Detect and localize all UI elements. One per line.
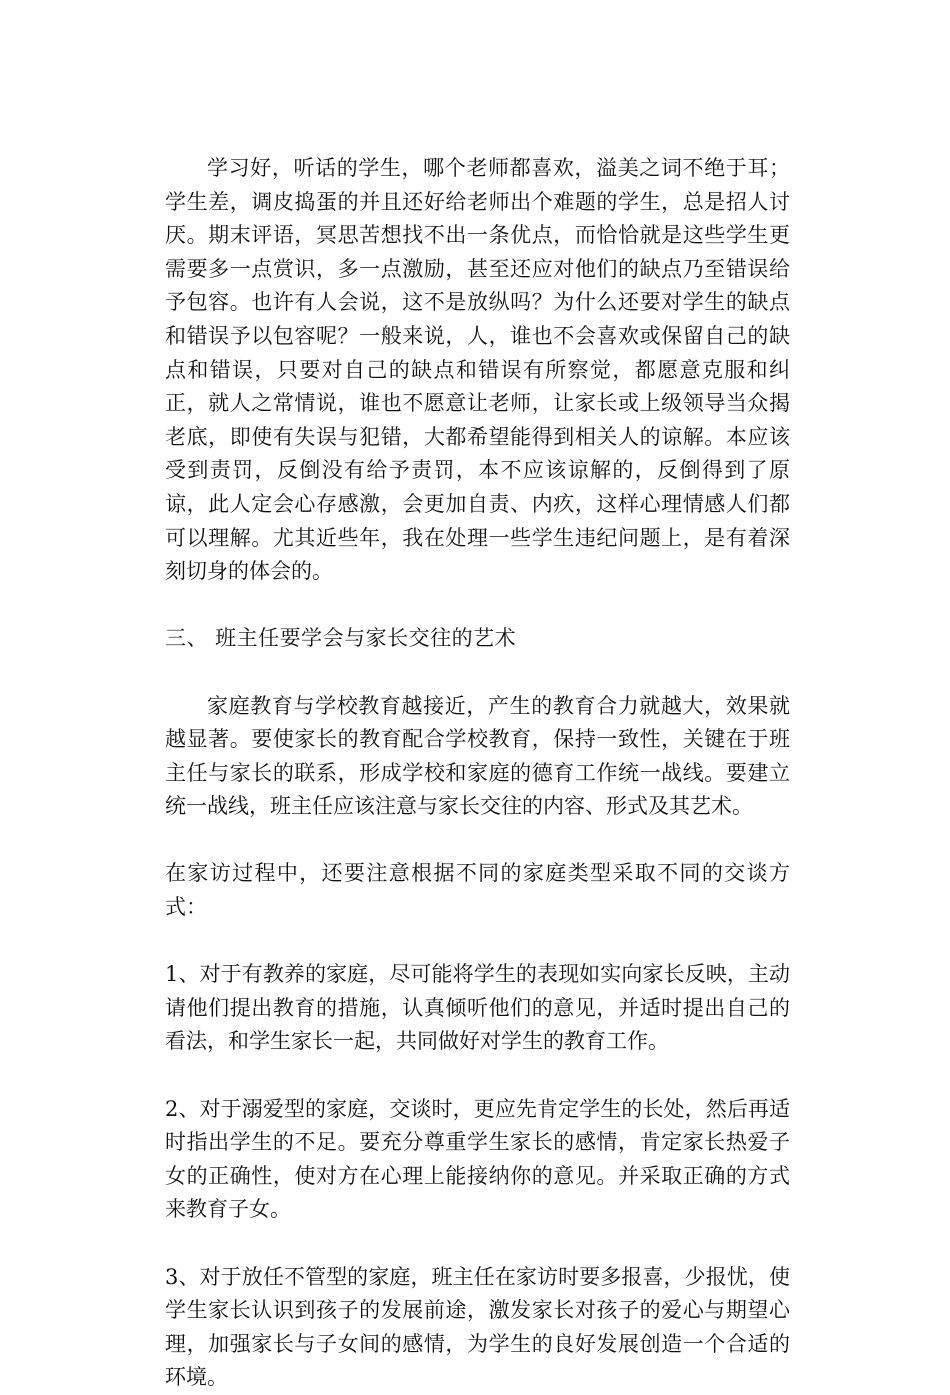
- section-heading-parent-communication: 三、 班主任要学会与家长交往的艺术: [165, 626, 517, 651]
- body-paragraph-praise-and-tolerance: 学习好，听话的学生，哪个老师都喜欢，溢美之词不绝于耳；学生差，调皮捣蛋的并且还好给老师出个难题的学生，总是招人讨厌。期末评语，冥思苦想找不出一条优点，而恰恰就是这些学生更需要多一点赏识，多一点激励，甚至还应对他们的缺点乃至错误给予包容。也许有人会说，这不是放纵吗？为什么还要对学生的缺点和错误予以包容呢？一般来说，人，谁也不会喜欢或保留自己的缺点和错误，只要对自己的缺点和错误有所察觉，都愿意克服和纠正，就人之常情说，谁也不愿意让老师，让家长或上级领导当众揭老底，即使有失误与犯错，大都希望能得到相关人的谅解。本应该受到责罚，反倒没有给予责罚，本不应该谅解的，反倒得到了原谅，此人定会心存感激，会更加自责、内疚，这样心理情感人们都可以理解。尤其近些年，我在处理一些学生违纪问题上，是有着深刻切身的体会的。: [165, 156, 790, 584]
- list-item-laissez-faire-family: 3、对于放任不管型的家庭，班主任在家访时要多报喜，少报忧，使学生家长认识到孩子的发展前途，激发家长对孩子的爱心与期望心理，加强家长与子女间的感情，为学生的良好发展创造一个合适的环境。: [165, 1264, 790, 1390]
- list-item-educated-family: 1、对于有教养的家庭，尽可能将学生的表现如实向家长反映，主动请他们提出教育的措施，认真倾听他们的意见，并适时提出自己的看法，和学生家长一起，共同做好对学生的教育工作。: [165, 962, 790, 1054]
- body-paragraph-home-visit-intro: 在家访过程中，还要注意根据不同的家庭类型采取不同的交谈方式：: [165, 861, 790, 920]
- body-paragraph-home-school-cooperation: 家庭教育与学校教育越接近，产生的教育合力就越大，效果就越显著。要使家长的教育配合学校教育，保持一致性，关键在于班主任与家长的联系，形成学校和家庭的德育工作统一战线。要建立统一战线，班主任应该注意与家长交往的内容、形式及其艺术。: [165, 693, 790, 819]
- list-item-doting-family: 2、对于溺爱型的家庭，交谈时，更应先肯定学生的长处，然后再适时指出学生的不足。要充分尊重学生家长的感情，肯定家长热爱子女的正确性，使对方在心理上能接纳你的意见。并采取正确的方式来教育子女。: [165, 1096, 790, 1222]
